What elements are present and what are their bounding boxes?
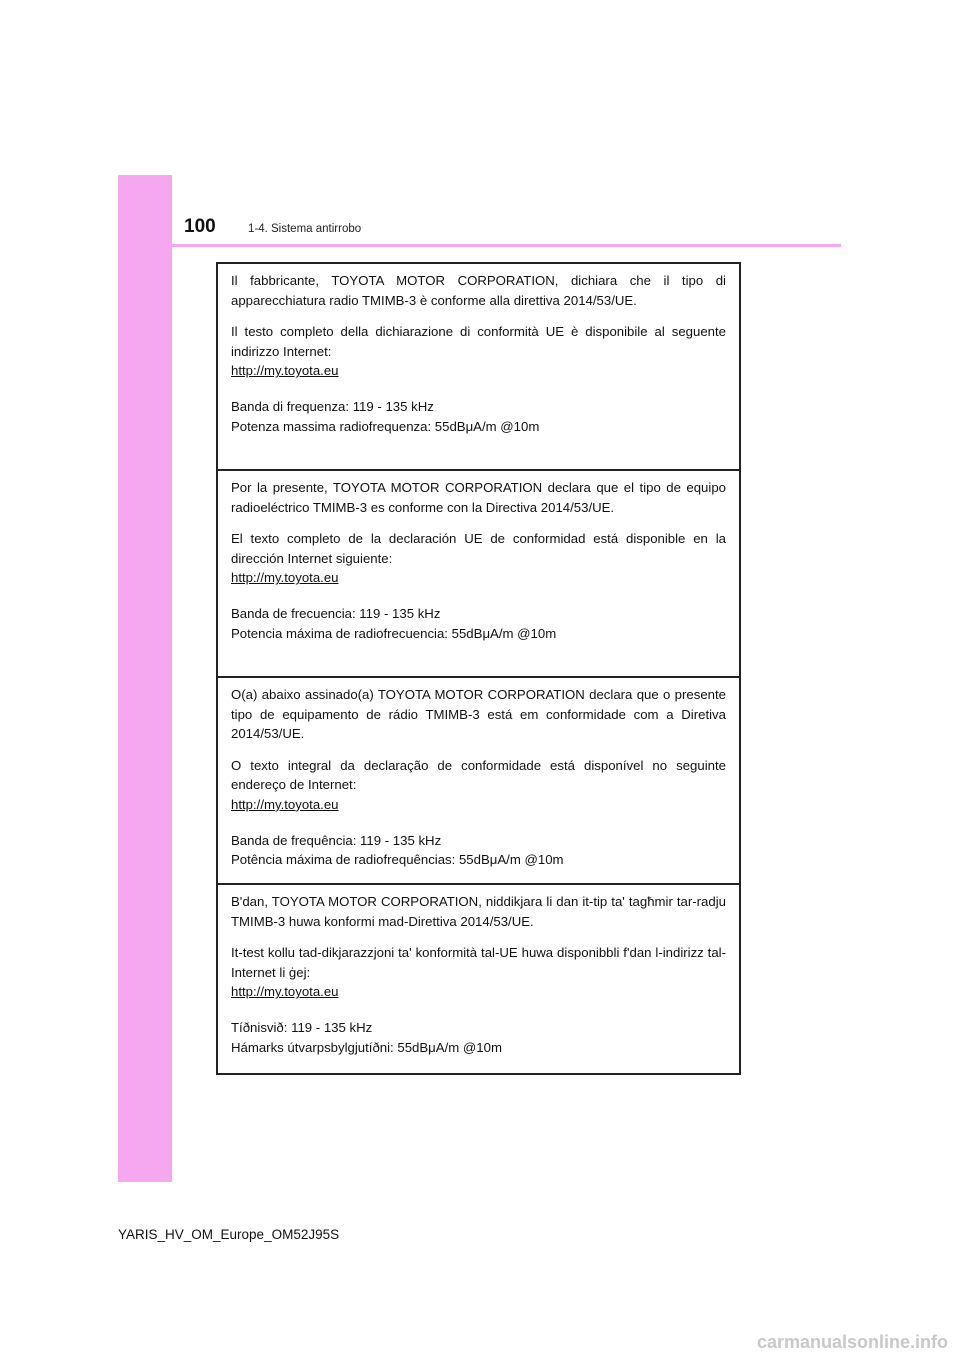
declaration-full-text: El texto completo de la declaración UE de conformidad está disponible en la dirección Internet siguiente: [231, 531, 726, 566]
declaration-full-text: It-test kollu tad-dikjarazzjoni ta' konformità tal-UE huwa disponibbli f'dan l-indirizz tal-Internet li ġej: [231, 945, 726, 980]
declaration-link[interactable]: http://my.toyota.eu [231, 570, 339, 586]
section-title: 1-4. Sistema antirrobo [248, 223, 362, 235]
document-code: YARIS_HV_OM_Europe_OM52J95S [118, 1227, 340, 1242]
header-divider [172, 244, 841, 247]
max-power: Hámarks útvarpsbylgjutíðni: 55dBμA/m @10m [231, 1039, 502, 1055]
declaration-full-text: Il testo completo della dichiarazione di conformità UE è disponibile al seguente indirizzo Internet: [231, 324, 726, 359]
declaration-full-text: O texto integral da declaração de conformidade está disponível no seguinte endereço de Internet: [231, 757, 726, 793]
page-number: 100 [184, 216, 216, 237]
frequency-band: Tíðnisvið: 119 - 135 kHz [231, 1019, 373, 1035]
max-power: Potenza massima radiofrequenza: 55dBμA/m @10m [231, 418, 540, 434]
frequency-band: Banda de frecuencia: 119 - 135 kHz [231, 605, 441, 621]
declaration-spanish [218, 471, 739, 678]
frequency-band: Banda de frequência: 119 - 135 kHz [231, 832, 442, 848]
declaration-statement: O(a) abaixo assinado(a) TOYOTA MOTOR CORPORATION declara que o presente tipo de equipamento de rádio TMIMB-3 está em conformidade com a Diretiva 2014/53/UE. [231, 687, 726, 742]
max-power: Potência máxima de radiofrequências: 55dBμA/m @10m [231, 852, 564, 868]
declaration-statement: B'dan, TOYOTA MOTOR CORPORATION, niddikjara li dan it-tip ta' tagħmir tar-radju TMIMB-3 huwa konformi mad-Direttiva 2014/53/UE. [231, 894, 726, 929]
declaration-link[interactable]: http://my.toyota.eu [231, 984, 339, 1000]
declaration-portuguese [218, 678, 739, 885]
max-power: Potencia máxima de radiofrecuencia: 55dBμA/m @10m [231, 625, 557, 641]
frequency-band: Banda di frequenza: 119 - 135 kHz [231, 398, 434, 414]
declaration-statement: Por la presente, TOYOTA MOTOR CORPORATION declara que el tipo de equipo radioeléctrico TMIMB-3 es conforme con la Directiva 2014/53/UE. [231, 480, 726, 515]
declaration-link[interactable]: http://my.toyota.eu [231, 363, 339, 379]
watermark: carmanualsonline.info [756, 1332, 948, 1352]
declaration-box [216, 262, 741, 1075]
declaration-maltese [218, 885, 739, 1073]
declaration-link[interactable]: http://my.toyota.eu [231, 796, 339, 812]
declaration-statement: Il fabbricante, TOYOTA MOTOR CORPORATION, dichiara che il tipo di apparecchiatura radio TMIMB-3 è conforme alla direttiva 2014/53/UE. [231, 273, 726, 308]
declaration-italian [218, 264, 739, 471]
side-color-band [118, 175, 172, 1182]
